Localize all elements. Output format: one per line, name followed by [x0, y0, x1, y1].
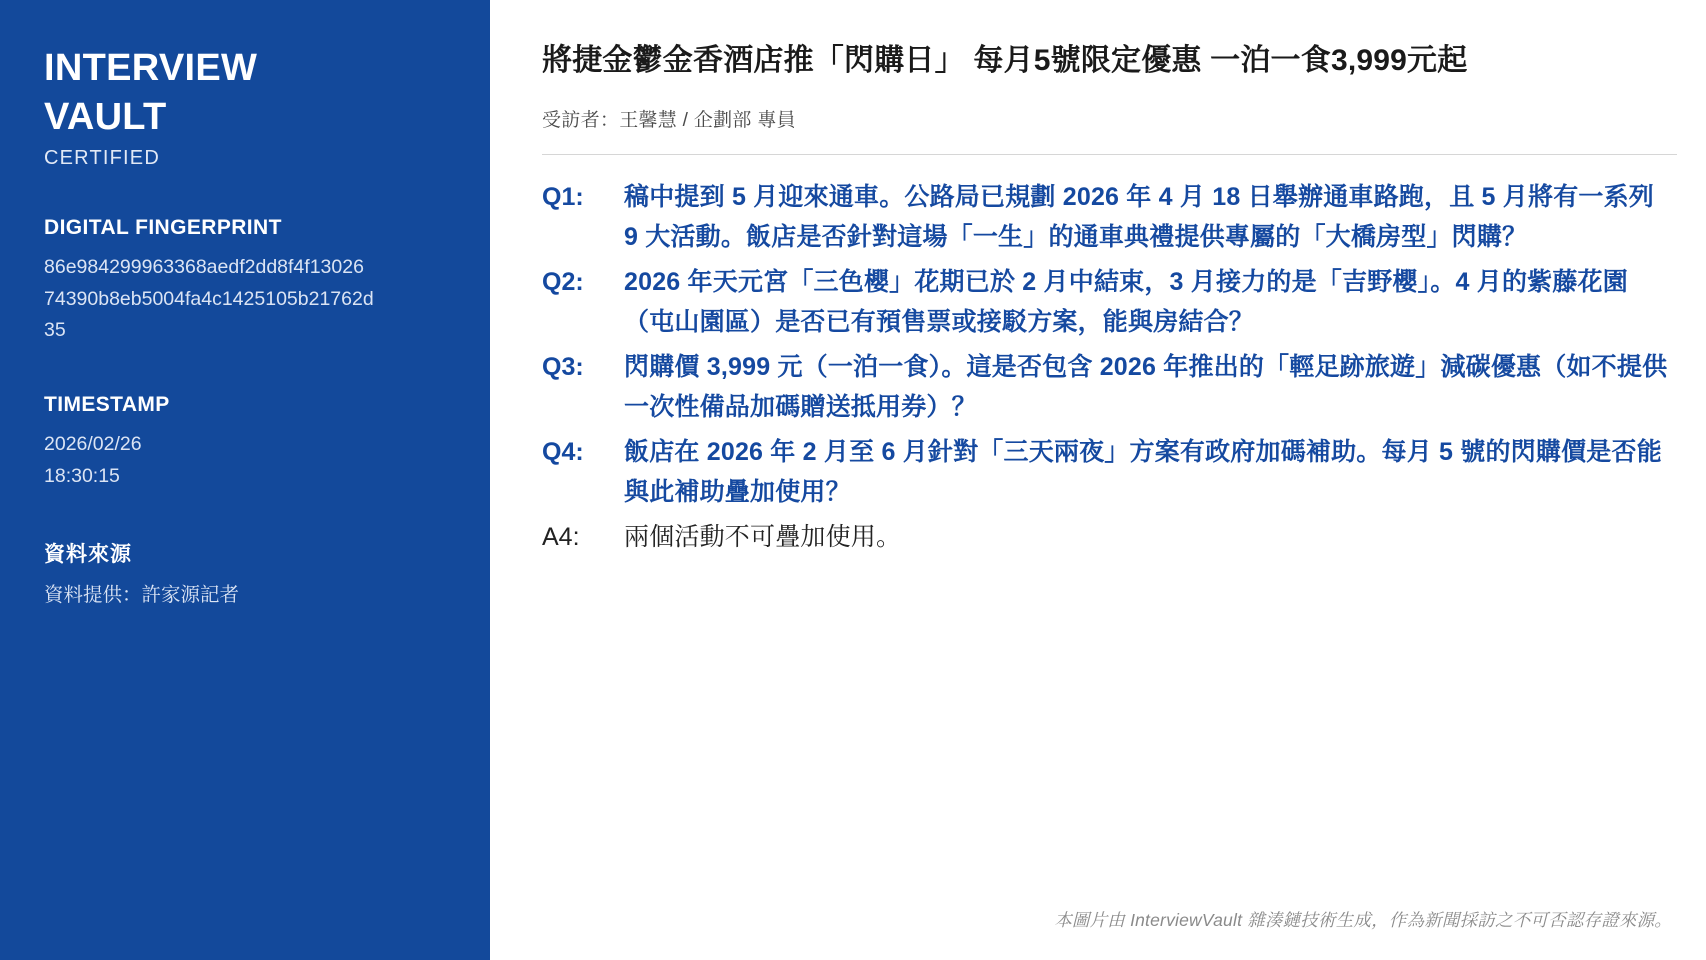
footer-note: 本圖片由 InterviewVault 雜湊鏈技術生成，作為新聞採訪之不可否認存證來源。 — [1054, 910, 1672, 930]
fingerprint-section — [44, 216, 446, 347]
brand-block — [44, 44, 446, 170]
qa-item — [542, 432, 1672, 513]
source-value: 資料提供：許家源記者 — [44, 584, 240, 607]
qa-text: 兩個活動不可疊加使用。 — [624, 522, 902, 551]
qa-item — [542, 262, 1672, 343]
page-title: 將捷金鬱金香酒店推「閃購日」 每月5號限定優惠 一泊一食3,999元起 — [542, 44, 1468, 77]
qa-item — [542, 347, 1672, 428]
qa-item — [542, 517, 1672, 558]
timestamp-title: TIMESTAMP — [44, 392, 170, 416]
brand-title-line1: INTERVIEW — [44, 47, 258, 89]
source-section — [44, 538, 446, 612]
brand-subtitle: CERTIFIED — [44, 147, 160, 170]
timestamp-date: 2026/02/26 — [44, 432, 142, 455]
main-content — [490, 0, 1706, 960]
fingerprint-value: 86e984299963368aedf2dd8f4f1302674390b8eb5004fa4c1425105b21762d35 — [44, 256, 374, 342]
qa-item — [542, 177, 1672, 258]
qa-text: 2026 年天元宮「三色櫻」花期已於 2 月中結束，3 月接力的是「吉野櫻」。4 月的紫藤花園（屯山園區）是否已有預售票或接駁方案，能與房結合？ — [624, 267, 1628, 337]
timestamp-section — [44, 393, 446, 492]
interviewee-line: 受訪者：王馨慧 / 企劃部 專員 — [542, 109, 796, 131]
brand-title-line2: VAULT — [44, 95, 167, 138]
fingerprint-title: DIGITAL FINGERPRINT — [44, 216, 282, 240]
qa-label: Q2: — [542, 267, 584, 296]
qa-text: 閃購價 3,999 元（一泊一食）。這是否包含 2026 年推出的「輕足跡旅遊」減碳優惠（如不提供一次性備品加碼贈送抵用券）？ — [624, 352, 1668, 422]
qa-text: 稿中提到 5 月迎來通車。公路局已規劃 2026 年 4 月 18 日舉辦通車路跑，且 5 月將有一系列 9 大活動。飯店是否針對這場「一生」的通車典禮提供專屬的「大橋房型」閃購？ — [624, 182, 1654, 252]
qa-label: Q1: — [542, 182, 584, 211]
qa-text: 飯店在 2026 年 2 月至 6 月針對「三天兩夜」方案有政府加碼補助。每月 5 號的閃購價是否能與此補助疊加使用？ — [624, 437, 1662, 507]
qa-list — [542, 177, 1672, 558]
qa-label: Q3: — [542, 352, 584, 381]
source-title: 資料來源 — [44, 543, 132, 567]
timestamp-time: 18:30:15 — [44, 464, 120, 487]
sidebar — [0, 0, 490, 960]
qa-label: A4: — [542, 522, 580, 551]
qa-label: Q4: — [542, 437, 584, 466]
divider — [542, 154, 1677, 155]
